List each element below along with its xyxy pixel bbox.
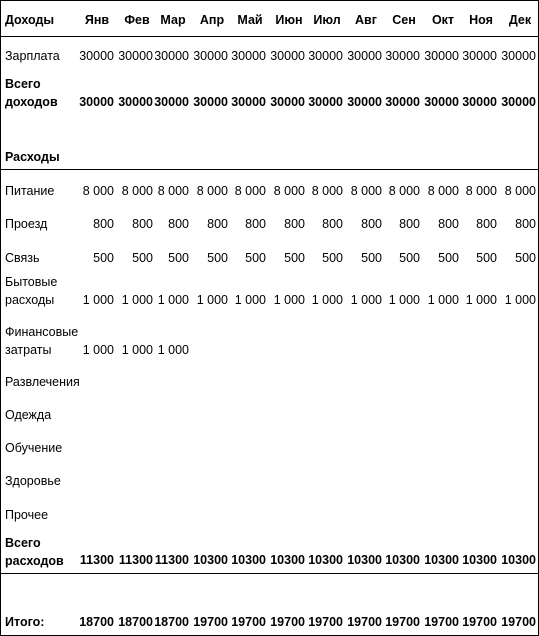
cell: 30000: [501, 49, 536, 63]
cell: 19700: [501, 615, 536, 629]
cell: 30000: [193, 49, 228, 63]
cell: 500: [132, 251, 153, 265]
cell: 30000: [347, 49, 382, 63]
cell: 30000: [270, 49, 305, 63]
cell: 11300: [154, 553, 189, 567]
cell: 30000: [385, 95, 420, 109]
cell: 8 000: [196, 184, 228, 198]
cell: 30000: [347, 95, 382, 109]
cell: 1 000: [465, 293, 497, 307]
row-label: [5, 534, 64, 570]
month-header: Сен: [392, 13, 416, 27]
header-divider: [0, 36, 539, 37]
cell: 8 000: [234, 184, 266, 198]
cell: 800: [168, 217, 189, 231]
cell: 10300: [193, 553, 228, 567]
cell: 500: [284, 251, 305, 265]
cell: 30000: [270, 95, 305, 109]
cell: 10300: [424, 553, 459, 567]
cell: 10300: [501, 553, 536, 567]
cell: 8 000: [350, 184, 382, 198]
cell: 30000: [154, 95, 189, 109]
cell: 19700: [385, 615, 420, 629]
expenses-title: Расходы: [5, 150, 60, 164]
cell: 500: [245, 251, 266, 265]
cell: 1 000: [196, 293, 228, 307]
cell: 1 000: [82, 343, 114, 357]
cell: 30000: [308, 95, 343, 109]
cell: 500: [515, 251, 536, 265]
month-header: Ноя: [469, 13, 493, 27]
cell: 10300: [308, 553, 343, 567]
row-label: Одежда: [5, 408, 52, 422]
cell: 800: [245, 217, 266, 231]
cell: 800: [322, 217, 343, 231]
cell: 30000: [501, 95, 536, 109]
cell: 800: [93, 217, 114, 231]
cell: 500: [207, 251, 228, 265]
row-label: [5, 75, 58, 111]
cell: 800: [132, 217, 153, 231]
row-label: Здоровье: [5, 474, 61, 488]
cell: 800: [207, 217, 228, 231]
cell: 8 000: [388, 184, 420, 198]
cell: 19700: [270, 615, 305, 629]
cell: 19700: [231, 615, 266, 629]
cell: 1 000: [157, 293, 189, 307]
cell: 500: [168, 251, 189, 265]
row-label: Связь: [5, 251, 40, 265]
cell: 18700: [79, 615, 114, 629]
row-label: Развлечения: [5, 375, 80, 389]
cell: 30000: [231, 95, 266, 109]
cell: 800: [476, 217, 497, 231]
cell: 10300: [270, 553, 305, 567]
cell: 19700: [462, 615, 497, 629]
label-line: затраты: [5, 343, 52, 357]
cell: 1 000: [427, 293, 459, 307]
cell: 1 000: [234, 293, 266, 307]
cell: 10300: [347, 553, 382, 567]
cell: 30000: [118, 95, 153, 109]
cell: 8 000: [121, 184, 153, 198]
expenses-divider: [0, 169, 539, 170]
cell: 10300: [462, 553, 497, 567]
row-label: Питание: [5, 184, 55, 198]
cell: 30000: [193, 95, 228, 109]
cell: 1 000: [504, 293, 536, 307]
cell: 8 000: [311, 184, 343, 198]
cell: 800: [284, 217, 305, 231]
cell: 30000: [385, 49, 420, 63]
cell: 30000: [308, 49, 343, 63]
month-header: Дек: [508, 13, 532, 27]
cell: 8 000: [427, 184, 459, 198]
month-header: Май: [237, 13, 263, 27]
cell: 19700: [308, 615, 343, 629]
cell: 1 000: [157, 343, 189, 357]
row-label: Зарплата: [5, 49, 60, 63]
cell: 500: [93, 251, 114, 265]
cell: 18700: [154, 615, 189, 629]
cell: 500: [476, 251, 497, 265]
label-line: Финансовые: [5, 325, 79, 339]
cell: 1 000: [121, 343, 153, 357]
cell: 30000: [462, 95, 497, 109]
month-header: Июн: [275, 13, 303, 27]
label-line: расходы: [5, 293, 55, 307]
cell: 8 000: [273, 184, 305, 198]
cell: 500: [322, 251, 343, 265]
label-line: доходов: [5, 95, 58, 109]
cell: 19700: [424, 615, 459, 629]
cell: 19700: [347, 615, 382, 629]
cell: 30000: [231, 49, 266, 63]
month-header: Авг: [355, 13, 377, 27]
cell: 1 000: [350, 293, 382, 307]
cell: 30000: [79, 49, 114, 63]
label-line: Всего: [5, 77, 41, 91]
month-header: Окт: [431, 13, 455, 27]
cell: 500: [361, 251, 382, 265]
cell: 11300: [118, 553, 153, 567]
cell: 30000: [462, 49, 497, 63]
cell: 500: [438, 251, 459, 265]
cell: 800: [361, 217, 382, 231]
row-label: Обучение: [5, 441, 63, 455]
label-line: расходов: [5, 554, 64, 568]
cell: 18700: [118, 615, 153, 629]
cell: 1 000: [311, 293, 343, 307]
cell: 1 000: [388, 293, 420, 307]
cell: 1 000: [121, 293, 153, 307]
cell: 30000: [79, 95, 114, 109]
row-label: [5, 273, 57, 309]
cell: 800: [399, 217, 420, 231]
income-title: Доходы: [5, 13, 55, 27]
month-header: Фев: [124, 13, 150, 27]
cell: 1 000: [273, 293, 305, 307]
cell: 8 000: [504, 184, 536, 198]
cell: 30000: [424, 95, 459, 109]
month-header: Мар: [160, 13, 186, 27]
cell: 30000: [154, 49, 189, 63]
row-label: Проезд: [5, 217, 48, 231]
result-divider: [0, 573, 539, 574]
cell: 8 000: [465, 184, 497, 198]
cell: 8 000: [157, 184, 189, 198]
month-header: Янв: [84, 13, 110, 27]
label-line: Бытовые: [5, 275, 58, 289]
cell: 1 000: [82, 293, 114, 307]
cell: 30000: [424, 49, 459, 63]
cell: 10300: [231, 553, 266, 567]
cell: 8 000: [82, 184, 114, 198]
cell: 11300: [79, 553, 114, 567]
label-line: Всего: [5, 536, 41, 550]
result-label: Итого:: [5, 615, 45, 629]
month-header: Апр: [199, 13, 225, 27]
row-label: [5, 323, 78, 359]
month-header: Июл: [313, 13, 341, 27]
cell: 500: [399, 251, 420, 265]
cell: 800: [438, 217, 459, 231]
cell: 19700: [193, 615, 228, 629]
cell: 10300: [385, 553, 420, 567]
cell: 30000: [118, 49, 153, 63]
cell: 800: [515, 217, 536, 231]
row-label: Прочее: [5, 508, 49, 522]
